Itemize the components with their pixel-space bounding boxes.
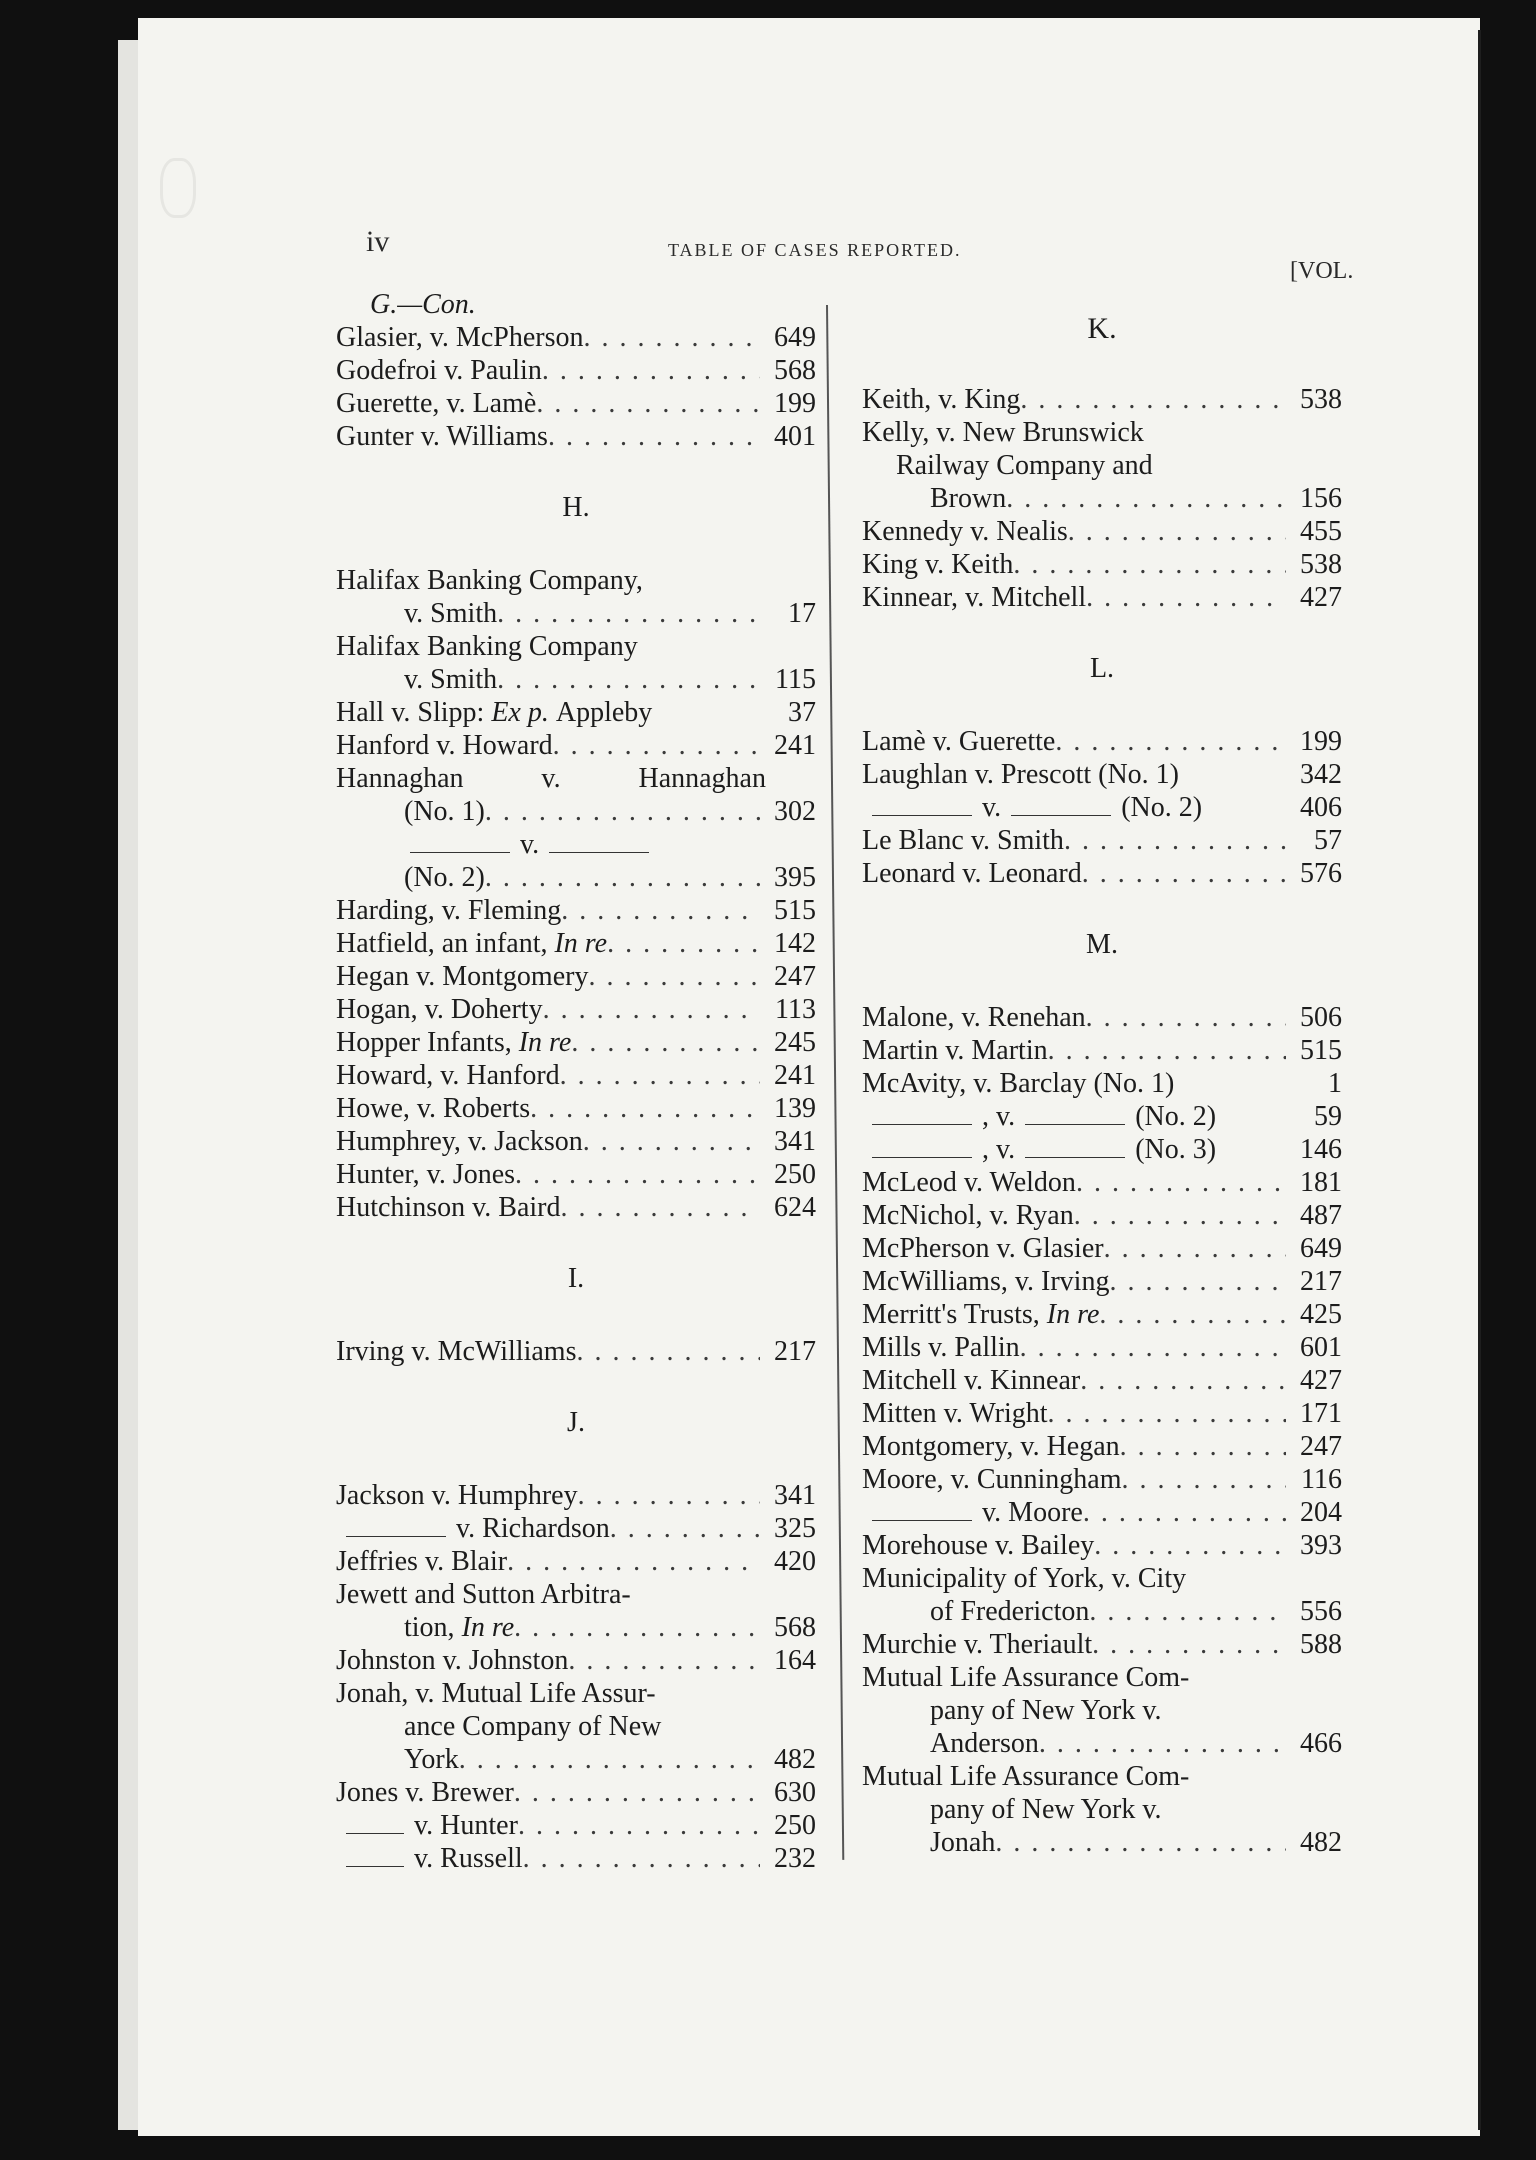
index-entry	[862, 1463, 1342, 1496]
page-ref: 482	[774, 1744, 816, 1775]
ditto-entry: , v. (No. 2) 59	[862, 1100, 1342, 1133]
page-ref: 538	[1300, 549, 1342, 580]
index-entry	[336, 1158, 816, 1191]
right-column	[862, 312, 1342, 1859]
section-heading-g-continued: G.—Con.	[370, 289, 476, 320]
margin-mark	[160, 158, 196, 218]
ditto-entry: v. Hunter . . . 250	[336, 1809, 816, 1842]
index-entry	[336, 354, 816, 387]
index-entry	[336, 420, 816, 453]
ditto-rule	[1025, 1124, 1125, 1125]
ditto-rule	[549, 852, 649, 853]
index-entry-continued: (No. 1) . . . 302	[336, 795, 816, 828]
page-ref: 139	[774, 1093, 816, 1124]
index-entry	[336, 1191, 816, 1224]
index-entry: Leonard v. Leonard . . . 576	[862, 857, 1342, 890]
ditto-entry: , v. (No. 3) 146	[862, 1133, 1342, 1166]
index-entry: Jackson v. Humphrey . . . 341	[336, 1479, 816, 1512]
index-entry: Jones v. Brewer . . . 630	[336, 1776, 816, 1809]
page-ref: 420	[774, 1546, 816, 1577]
case-name-italic: In re	[1046, 1299, 1100, 1330]
index-entry-continued: tion, In re . . . 568	[336, 1611, 816, 1644]
index-entry: Municipality of York, v. City	[862, 1563, 1187, 1594]
index-entry-continued: Railway Company and	[896, 450, 1153, 481]
page-ref: 241	[774, 730, 816, 761]
index-entry: Kennedy v. Nealis . . . 455	[862, 515, 1342, 548]
index-entry: Mutual Life Assurance Com-	[862, 1662, 1190, 1693]
index-entry: Kelly, v. New Brunswick	[862, 417, 1144, 448]
index-entry	[862, 1298, 1342, 1331]
page-ref: 250	[774, 1159, 816, 1190]
page-ref: 601	[1300, 1332, 1342, 1363]
case-name: McWilliams, v. Irving	[862, 1266, 1110, 1297]
page-ref: 556	[1300, 1596, 1342, 1627]
page-ref: 115	[775, 664, 816, 695]
case-name: Glasier, v. McPherson	[336, 322, 584, 353]
index-entry-continued: Brown . . . 156	[862, 482, 1342, 515]
index-entry: Murchie v. Theriault . . . 588	[862, 1628, 1342, 1661]
index-entry: Morehouse v. Bailey . . . 393	[862, 1529, 1342, 1562]
index-entry	[336, 1026, 816, 1059]
case-name: Gunter v. Williams	[336, 421, 548, 452]
index-entry: Jeffries v. Blair . . . 420	[336, 1545, 816, 1578]
page-ref: 482	[1300, 1827, 1342, 1858]
ditto-rule	[346, 1833, 404, 1834]
page-ref: 142	[774, 928, 816, 959]
page-ref: 37	[788, 697, 816, 728]
case-name: McPherson v. Glasier	[862, 1233, 1104, 1264]
case-name: Mitten v. Wright	[862, 1398, 1048, 1429]
index-entry	[336, 894, 816, 927]
page-edge	[1478, 30, 1481, 2130]
page-ref: 171	[1300, 1398, 1342, 1429]
section-heading-k: K.	[1087, 312, 1117, 345]
page-ref: 425	[1300, 1299, 1342, 1330]
page-ref: 401	[774, 421, 816, 452]
page-ref: 232	[774, 1843, 816, 1874]
page-ref: 515	[774, 895, 816, 926]
page-ref: 113	[775, 994, 816, 1025]
page-ref: 630	[774, 1777, 816, 1808]
index-entry-continued: pany of New York v.	[930, 1794, 1162, 1825]
page-ref: 181	[1300, 1167, 1342, 1198]
page-ref: 1	[1328, 1068, 1342, 1099]
ditto-entry: v. (No. 2) 406	[862, 791, 1342, 824]
case-name: Hogan, v. Doherty	[336, 994, 543, 1025]
index-entry-continued: pany of New York v.	[930, 1695, 1162, 1726]
page-ref: 116	[1301, 1464, 1342, 1495]
running-title: TABLE OF CASES REPORTED.	[668, 240, 962, 260]
ditto-entry: v. Moore . . . 204	[862, 1496, 1342, 1529]
ditto-rule	[872, 815, 972, 816]
index-entry: Johnston v. Johnston . . . 164	[336, 1644, 816, 1677]
index-entry	[336, 321, 816, 354]
page-ref: 649	[774, 322, 816, 353]
page-ref: 241	[774, 1060, 816, 1091]
ditto-rule	[410, 852, 510, 853]
page-ref: 217	[1300, 1266, 1342, 1297]
volume-label: [VOL.	[1290, 258, 1354, 284]
index-entry-continued: (No. 2) . . . 395	[336, 861, 816, 894]
page-ref: 341	[774, 1126, 816, 1157]
ditto-rule	[872, 1124, 972, 1125]
page-ref: 455	[1300, 516, 1342, 547]
page-number: iv	[366, 225, 390, 258]
page-ref: 568	[774, 355, 816, 386]
page-ref: 57	[1314, 825, 1342, 856]
page-ref: 250	[774, 1810, 816, 1841]
page-ref: 588	[1300, 1629, 1342, 1660]
index-entry	[862, 1364, 1342, 1397]
index-entry: Lamè v. Guerette . . . 199	[862, 725, 1342, 758]
index-entry: Le Blanc v. Smith . . . 57	[862, 824, 1342, 857]
index-entry: King v. Keith . . . 538	[862, 548, 1342, 581]
index-entry-continued: Anderson . . . 466	[862, 1727, 1342, 1760]
section-heading-l: L.	[1089, 653, 1115, 684]
page-ref: 199	[1300, 726, 1342, 757]
page-ref: 649	[1300, 1233, 1342, 1264]
index-entry: Hannaghan v. Hannaghan	[336, 763, 766, 794]
index-entry	[862, 1232, 1342, 1265]
section-heading-j: J.	[567, 1407, 585, 1438]
page-ref: 247	[1300, 1431, 1342, 1462]
index-entry: Kinnear, v. Mitchell . . . 427	[862, 581, 1342, 614]
case-name-italic: In re	[554, 928, 608, 959]
index-entry	[862, 1265, 1342, 1298]
section-heading-h: H.	[562, 492, 590, 523]
index-entry: McAvity, v. Barclay (No. 1) 1	[862, 1068, 1342, 1099]
ditto-rule	[872, 1520, 972, 1521]
ditto-rule	[872, 1157, 972, 1158]
case-name: Hutchinson v. Baird	[336, 1192, 561, 1223]
index-entry	[336, 1059, 816, 1092]
page-ref: 199	[774, 388, 816, 419]
index-entry: Jonah, v. Mutual Life Assur-	[336, 1678, 656, 1709]
case-name: Mitchell v. Kinnear	[862, 1365, 1081, 1396]
page-ref: 341	[774, 1480, 816, 1511]
index-entry-continued: v. Smith . . . 17	[336, 597, 816, 630]
case-name: Guerette, v. Lamè	[336, 388, 537, 419]
index-entry	[862, 1397, 1342, 1430]
index-entry: Irving v. McWilliams . . . 217	[336, 1335, 816, 1368]
case-name: Mills v. Pallin	[862, 1332, 1020, 1363]
page-ref: 487	[1300, 1200, 1342, 1231]
ditto-rule	[1011, 815, 1111, 816]
page-ref: 506	[1300, 1002, 1342, 1033]
page-ref: 393	[1300, 1530, 1342, 1561]
page-ref: 538	[1300, 384, 1342, 415]
index-entry: Mutual Life Assurance Com-	[862, 1761, 1190, 1792]
ditto-entry: v.	[336, 828, 816, 861]
index-entry	[336, 1125, 816, 1158]
page-ref: 576	[1300, 858, 1342, 889]
index-entry: Hanford v. Howard . . . 241	[336, 729, 816, 762]
case-name-italic: In re	[518, 1027, 572, 1058]
page-ref: 466	[1300, 1728, 1342, 1759]
page-ref: 395	[774, 862, 816, 893]
g-entries	[336, 321, 816, 453]
page-ref: 59	[1314, 1101, 1342, 1132]
case-name: Humphrey, v. Jackson	[336, 1126, 583, 1157]
index-entry-continued: ance Company of New	[404, 1711, 662, 1742]
index-entry	[336, 1092, 816, 1125]
page-ref: 624	[774, 1192, 816, 1223]
index-entry	[336, 387, 816, 420]
ditto-rule	[1025, 1157, 1125, 1158]
index-entry-continued: Jonah . . . 482	[862, 1826, 1342, 1859]
case-name: Hunter, v. Jones	[336, 1159, 516, 1190]
page-ref: 342	[1300, 759, 1342, 790]
page-ref: 427	[1300, 1365, 1342, 1396]
case-name: Howe, v. Roberts	[336, 1093, 531, 1124]
page-ref: 406	[1300, 792, 1342, 823]
page-ref: 204	[1300, 1497, 1342, 1528]
index-entry: Jewett and Sutton Arbitra-	[336, 1579, 631, 1610]
index-entry	[862, 1166, 1342, 1199]
section-heading-m: M.	[1086, 929, 1118, 960]
ditto-rule	[346, 1536, 446, 1537]
page-ref: 17	[788, 598, 816, 629]
page-ref: 427	[1300, 582, 1342, 613]
page-ref: 325	[774, 1513, 816, 1544]
index-entry: Hall v. Slipp: Ex p. Appleby 37	[336, 697, 816, 728]
case-name: McNichol, v. Ryan	[862, 1200, 1074, 1231]
ditto-rule	[346, 1866, 404, 1867]
case-name: Godefroi v. Paulin	[336, 355, 542, 386]
index-entry: Halifax Banking Company,	[336, 565, 643, 596]
index-entry	[862, 1199, 1342, 1232]
index-entry	[862, 1331, 1342, 1364]
index-entry: Laughlan v. Prescott (No. 1) 342	[862, 759, 1342, 790]
section-heading-i: I.	[567, 1263, 585, 1294]
index-entry: Martin v. Martin . . . 515	[862, 1034, 1342, 1067]
page-ref: 247	[774, 961, 816, 992]
m-entries	[862, 1166, 1342, 1496]
case-name: Merritt's Trusts,	[862, 1299, 1040, 1330]
ditto-entry: v. Russell . . . 232	[336, 1842, 816, 1875]
index-entry	[336, 960, 816, 993]
case-name: Harding, v. Fleming	[336, 895, 562, 926]
page-ref: 245	[774, 1027, 816, 1058]
index-entry-continued: of Fredericton . . . 556	[862, 1595, 1342, 1628]
case-name: McLeod v. Weldon	[862, 1167, 1076, 1198]
page-ref: 515	[1300, 1035, 1342, 1066]
case-name: Moore, v. Cunningham	[862, 1464, 1122, 1495]
page-ref: 217	[774, 1336, 816, 1367]
index-entry	[336, 993, 816, 1026]
page-ref: 146	[1300, 1134, 1342, 1165]
page-ref: 568	[774, 1612, 816, 1643]
index-entry-continued: York . . . 482	[336, 1743, 816, 1776]
case-name: Montgomery, v. Hegan	[862, 1431, 1120, 1462]
page-ref: 156	[1300, 483, 1342, 514]
index-entry	[336, 927, 816, 960]
case-name: Hatfield, an infant,	[336, 928, 548, 959]
case-name: Hegan v. Montgomery	[336, 961, 589, 992]
case-name: Howard, v. Hanford	[336, 1060, 560, 1091]
index-entry: Keith, v. King . . . 538	[862, 383, 1342, 416]
ditto-entry: v. Richardson . . . 325	[336, 1512, 816, 1545]
left-column	[336, 288, 816, 1875]
index-entry: Halifax Banking Company	[336, 631, 638, 662]
case-name: Hopper Infants,	[336, 1027, 512, 1058]
page-ref: 164	[774, 1645, 816, 1676]
page-ref: 302	[774, 796, 816, 827]
index-entry	[862, 1430, 1342, 1463]
h-entries	[336, 894, 816, 1224]
index-entry: Malone, v. Renehan . . . 506	[862, 1001, 1342, 1034]
index-entry-continued: v. Smith . . . 115	[336, 663, 816, 696]
